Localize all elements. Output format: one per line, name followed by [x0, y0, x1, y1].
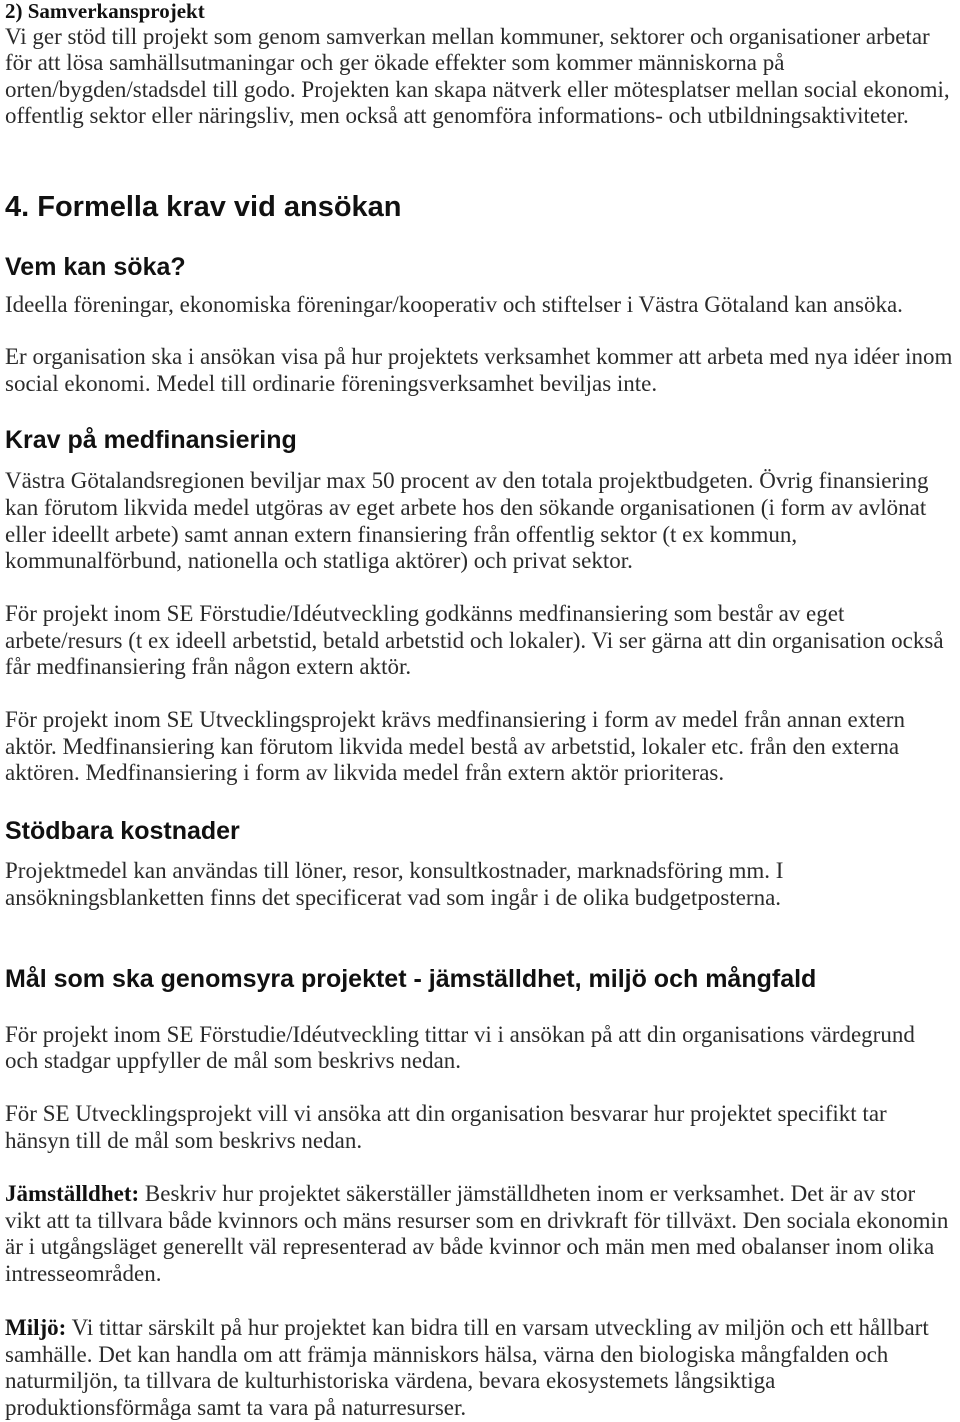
paragraph-text: Vi tittar särskilt på hur projektet kan bidra till en varsam utveckling av miljön och ett hållbart — [71, 1315, 929, 1340]
subheading: Krav på medfinansiering — [5, 426, 297, 454]
paragraph-line: kan förutom likvida medel utgöras av eget arbete hos den sökande organisationen (i form av avlönat — [5, 495, 927, 520]
paragraph-line: Västra Götalandsregionen beviljar max 50 procent av den totala projektbudgeten. Övrig finansiering — [5, 468, 929, 493]
paragraph-line: För SE Utvecklingsprojekt vill vi ansöka att din organisation besvarar hur projektet specifikt tar — [5, 1101, 887, 1126]
paragraph-line: Ideella föreningar, ekonomiska föreningar/kooperativ och stiftelser i Västra Götaland kan ansöka. — [5, 292, 903, 317]
paragraph-line: samhälle. Det kan handla om att främja människors hälsa, värna den biologiska mångfalden och — [5, 1342, 889, 1367]
miljo-label: Miljö: — [5, 1315, 67, 1340]
section-title: 2) Samverkansprojekt — [5, 0, 205, 23]
paragraph-line: och stadgar uppfyller de mål som beskrivs nedan. — [5, 1048, 462, 1073]
paragraph-line: offentlig sektor eller näringsliv, men också att genomföra informations- och utbildningsaktiviteter. — [5, 103, 909, 128]
paragraph-line: social ekonomi. Medel till ordinarie föreningsverksamhet beviljas inte. — [5, 371, 658, 396]
paragraph-line — [5, 1181, 915, 1207]
paragraph-line: För projekt inom SE Förstudie/Idéutveckling godkänns medfinansiering som består av eget — [5, 601, 845, 626]
subheading: Stödbara kostnader — [5, 817, 240, 845]
paragraph-line: eller ideellt arbete) samt annan extern finansiering från offentlig sektor (t ex kommun, — [5, 522, 798, 547]
paragraph-line: arbete/resurs (t ex ideell arbetstid, betald arbetstid och lokaler). Vi ser gärna att din organisation också — [5, 628, 944, 653]
paragraph-line: vikt att ta tillvara både kvinnors och mäns resurser som en drivkraft för tillväxt. Den sociala ekonomin — [5, 1208, 949, 1233]
subheading: Mål som ska genomsyra projektet - jämställdhet, miljö och mångfald — [5, 965, 817, 993]
paragraph-line: hänsyn till de mål som beskrivs nedan. — [5, 1128, 363, 1153]
paragraph-line: aktören. Medfinansiering i form av likvida medel från extern aktör prioriteras. — [5, 760, 725, 785]
paragraph-line: får medfinansiering från någon extern aktör. — [5, 654, 412, 679]
paragraph-line: är i utgångsläget generellt väl representerad av både kvinnor och män men med obalanser inom olika — [5, 1234, 935, 1259]
paragraph-line: för att lösa samhällsutmaningar och ger ökade effekter som kommer människorna på — [5, 50, 785, 75]
paragraph-line: aktör. Medfinansiering kan förutom likvida medel bestå av arbetstid, lokaler etc. från den externa — [5, 734, 900, 759]
paragraph-line: Projektmedel kan användas till löner, resor, konsultkostnader, marknadsföring mm. I — [5, 858, 784, 883]
paragraph-line: För projekt inom SE Förstudie/Idéutveckling tittar vi i ansökan på att din organisations värdegrund — [5, 1022, 915, 1047]
paragraph-line: Er organisation ska i ansökan visa på hur projektets verksamhet kommer att arbeta med nya idéer inom — [5, 344, 953, 369]
paragraph-line: orten/bygden/stadsdel till godo. Projekten kan skapa nätverk eller mötesplatser mellan social ekonomi, — [5, 77, 950, 102]
paragraph-line: För projekt inom SE Utvecklingsprojekt krävs medfinansiering i form av medel från annan extern — [5, 707, 905, 732]
paragraph-line: produktionsförmåga samt ta vara på naturresurser. — [5, 1395, 467, 1420]
paragraph-line: Vi ger stöd till projekt som genom samverkan mellan kommuner, sektorer och organisationer arbetar — [5, 24, 930, 49]
jamstalldhet-label: Jämställdhet: — [5, 1181, 140, 1206]
main-heading: 4. Formella krav vid ansökan — [5, 191, 402, 223]
paragraph-line: naturmiljön, ta tillvara de kulturhistoriska värdena, bevara ekosystemets långsiktiga — [5, 1368, 776, 1393]
paragraph-line: ansökningsblanketten finns det specificerat vad som ingår i de olika budgetposterna. — [5, 885, 782, 910]
paragraph-line — [5, 1315, 929, 1341]
paragraph-line: kommunalförbund, nationella och statliga aktörer) och privat sektor. — [5, 548, 633, 573]
paragraph-line: intresseområden. — [5, 1261, 162, 1286]
paragraph-text: Beskriv hur projektet säkerställer jämställdheten inom er verksamhet. Det är av stor — [144, 1181, 916, 1206]
subheading: Vem kan söka? — [5, 253, 186, 281]
